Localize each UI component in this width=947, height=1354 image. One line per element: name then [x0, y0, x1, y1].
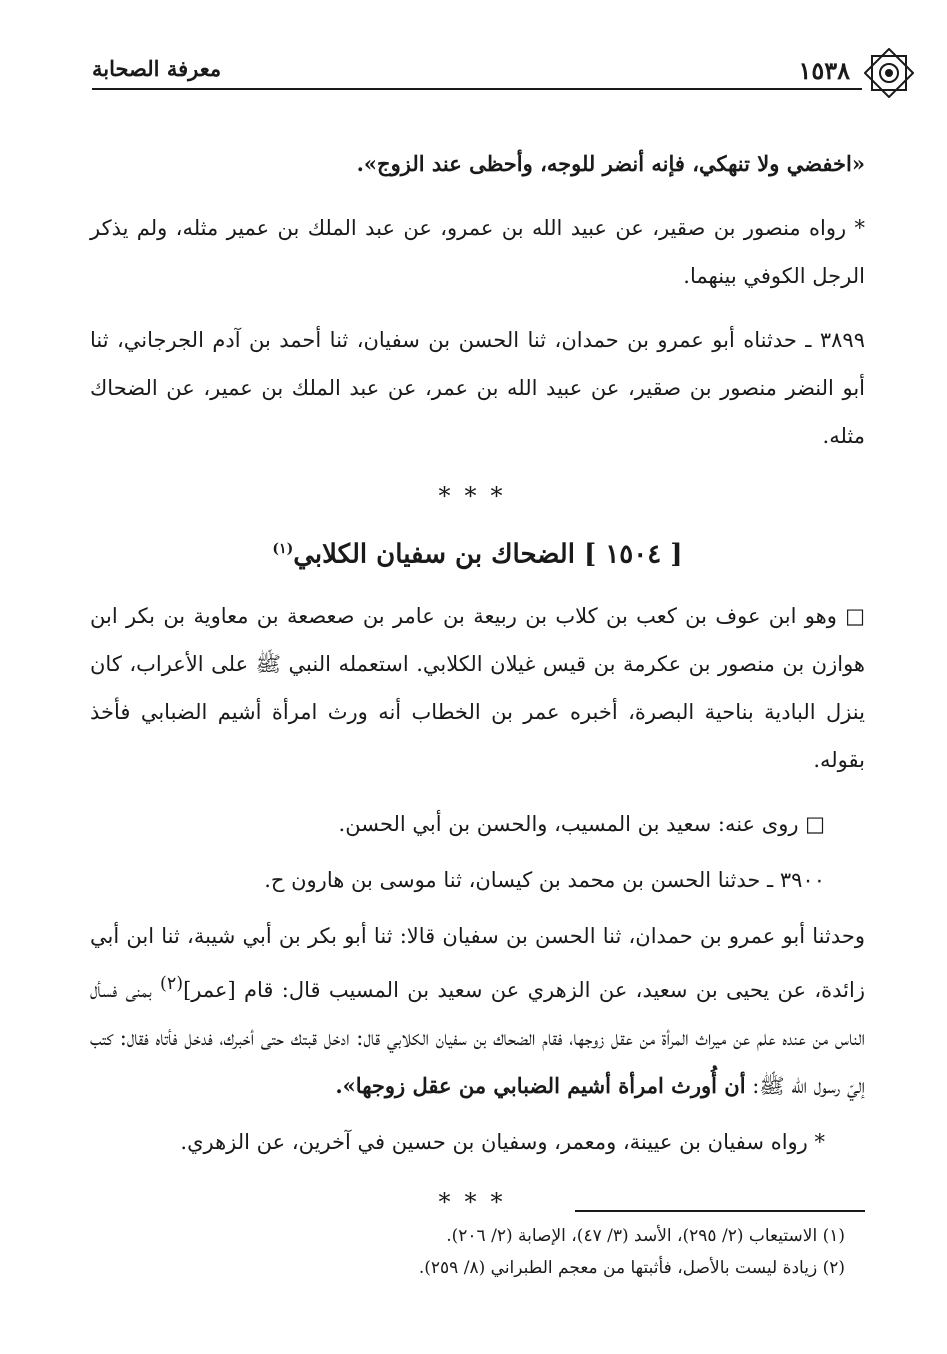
footnote-ref-2: (٢): [160, 973, 184, 994]
section-divider-end: ***: [438, 1187, 517, 1216]
paragraph-hadith-3900: ٣٩٠٠ ـ حدثنا الحسن بن محمد بن كيسان، ثنا موسى بن هارون ح.: [264, 867, 825, 892]
heading-footnote-ref: (١): [272, 541, 294, 557]
footnotes: [90, 1210, 865, 1284]
page-header: [92, 48, 862, 94]
isnad-text-b: بمنى فسأل الناس من عنده علم عن ميراث المرأة من عقل زوجها، فقام الضحاك بن سفيان الكلابي قال: ادخل قبتك حتى أخبرك، فدخل فأتاه فقال: كتب إليّ رسول الله ﷺ:: [90, 977, 865, 1098]
header-rule: [92, 88, 862, 90]
page-body: [90, 140, 865, 1228]
paragraph-biography: □ وهو ابن عوف بن كعب بن كلاب بن ربيعة بن عامر بن صعصعة بن معاوية بن بكر ابن هوازن بن منصور بن عكرمة بن قيس غيلان الكلابي. استعمله النبي ﷺ على الأعراب، كان ينزل البادية بناحية البصرة، أخبره عمر بن الخطاب أنه ورث امرأة أشيم الضبابي فأخذ بقوله.: [90, 603, 865, 772]
hadith-text-bold: أن أُورث امرأة أشيم الضبابي من عقل زوجها».: [335, 1072, 746, 1098]
paragraph-isnad: [90, 912, 865, 1110]
paragraph-narrators: □ روى عنه: سعيد بن المسيب، والحسن بن أبي الحسن.: [338, 811, 825, 836]
heading-text: [ ١٥٠٤ ] الضحاك بن سفيان الكلابي: [293, 539, 683, 570]
footnote-1: (١) الاستيعاب (٢/ ٢٩٥)، الأسد (٣/ ٤٧)، الإصابة (٢/ ٢٠٦).: [446, 1226, 845, 1246]
paragraph-narration: * رواه منصور بن صقير، عن عبيد الله بن عمرو، عن عبد الملك بن عمير مثله، ولم يذكر الرجل الكوفي بينهما.: [90, 216, 865, 288]
page-number: ١٥٣٨: [798, 56, 850, 85]
section-heading: [90, 524, 865, 580]
isnad-text-a: وحدثنا أبو عمرو بن حمدان، ثنا الحسن بن سفيان قالا: ثنا أبو بكر بن أبي شيبة، ثنا ابن أبي زائدة، عن يحيى بن سعيد، عن الزهري عن سعيد بن المسيب قال: قام [عمر]: [90, 923, 865, 1002]
ornament-icon: [864, 48, 914, 98]
hadith-quote: «اخفضي ولا تنهكي، فإنه أنضر للوجه، وأحظى عند الزوج».: [356, 151, 865, 176]
footnote-2: (٢) زيادة ليست بالأصل، فأثبتها من معجم الطبراني (٨/ ٢٥٩).: [418, 1258, 845, 1278]
section-divider: ***: [438, 482, 517, 510]
paragraph-narration-2: * رواه سفيان بن عيينة، ومعمر، وسفيان بن حسين في آخرين، عن الزهري.: [180, 1129, 825, 1154]
running-title: معرفة الصحابة: [92, 56, 222, 81]
paragraph-hadith-3899: ٣٨٩٩ ـ حدثناه أبو عمرو بن حمدان، ثنا الحسن بن سفيان، ثنا أحمد بن آدم الجرجاني، ثنا أبو النضر منصور بن صقير، عن عبيد الله بن عمر، عن عبد الملك بن عمير، عن الضحاك مثله.: [90, 328, 865, 448]
footnote-rule: [575, 1210, 865, 1212]
